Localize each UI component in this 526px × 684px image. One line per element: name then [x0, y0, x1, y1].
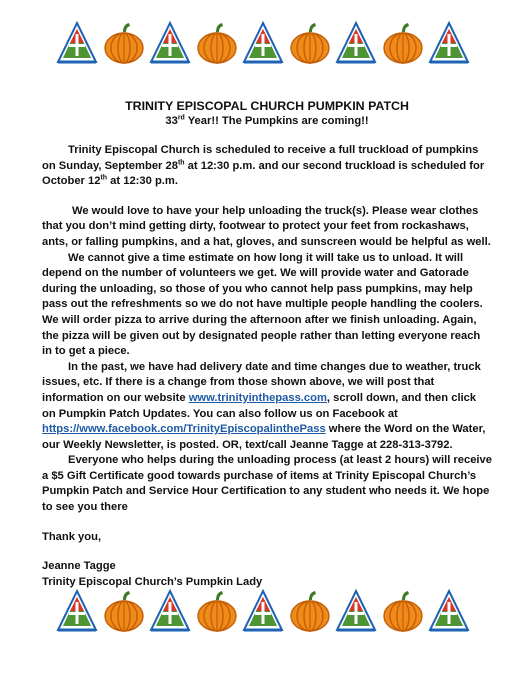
paragraph-schedule: Trinity Episcopal Church is scheduled to receive a full truckload of pumpkins on Sunday, September 28th at 12:30 p.m. and our second truckload is scheduled for October 12th at 12:30 p.m. [42, 144, 485, 188]
church-logo-icon [335, 20, 377, 66]
pumpkin-icon [382, 20, 424, 66]
closing: Thank you, [42, 530, 102, 543]
pumpkin-icon [196, 20, 238, 66]
church-logo-icon [149, 588, 191, 634]
paragraph-time-estimate: We cannot give a time estimate on how long it will take us to unload. It will depend on the number of volunteers we get. We will provide water and Gatorade during the unloading, so those of you who cannot help pass pumpkins, may help pass out the refreshments so we do not have multiple people handling the coolers. We will order pizza to arrive during the afternoon after we finish unloading. Again, the pizza will be given out by designated people rather than letting everyone reach in to get a piece. [42, 251, 483, 358]
signature-title: Trinity Episcopal Church’s Pumpkin Lady [42, 575, 263, 588]
pumpkin-icon [103, 588, 145, 634]
pumpkin-icon [103, 20, 145, 66]
pumpkin-icon [289, 20, 331, 66]
pumpkin-icon [196, 588, 238, 634]
document-body [42, 98, 492, 590]
signature-name: Jeanne Tagge [42, 560, 116, 573]
document-subtitle: 33rd Year!! The Pumpkins are coming!! [165, 114, 369, 127]
church-logo-icon [428, 20, 470, 66]
church-logo-icon [56, 588, 98, 634]
paragraph-help: We would love to have your help unloading the truck(s). Please wear clothes that you don’t mind getting dirty, footwear to protect your feet from rockashaws, ants, or falling pumpkins, and a hat, gloves, and sunscreen would be helpful as well. [42, 204, 491, 248]
document-title: TRINITY EPISCOPAL CHURCH PUMPKIN PATCH [125, 99, 409, 113]
church-logo-icon [149, 20, 191, 66]
facebook-link[interactable]: https://www.facebook.com/TrinityEpiscopalinthePass [42, 423, 326, 436]
church-logo-icon [242, 20, 284, 66]
church-logo-icon [242, 588, 284, 634]
paragraph-gift-certificate: Everyone who helps during the unloading process (at least 2 hours) will receive a $5 Gift Certificate good towards purchase of items at Trinity Episcopal Church’s Pumpkin Patch and Service Hour Certification to any student who needs it. We hope to see you there [42, 454, 492, 514]
paragraph-changes: In the past, we have had delivery date and time changes due to weather, truck issues, etc. If there is a change from those shown above, we will post that information on our website www.trinityinthepass.com, scroll down, and then click on Pumpkin Patch Updates. You can also follow us on Facebook at https://www.facebook.com/TrinityEpiscopalinthePass where the Word on the Water, our Weekly Newsletter, is posted. OR, text/call Jeanne Tagge at 228-313-3792. [42, 360, 486, 451]
bottom-border [56, 588, 470, 634]
pumpkin-icon [289, 588, 331, 634]
church-logo-icon [335, 588, 377, 634]
pumpkin-icon [382, 588, 424, 634]
church-logo-icon [428, 588, 470, 634]
top-border [56, 20, 470, 66]
website-link[interactable]: www.trinityinthepass.com [188, 391, 327, 404]
church-logo-icon [56, 20, 98, 66]
